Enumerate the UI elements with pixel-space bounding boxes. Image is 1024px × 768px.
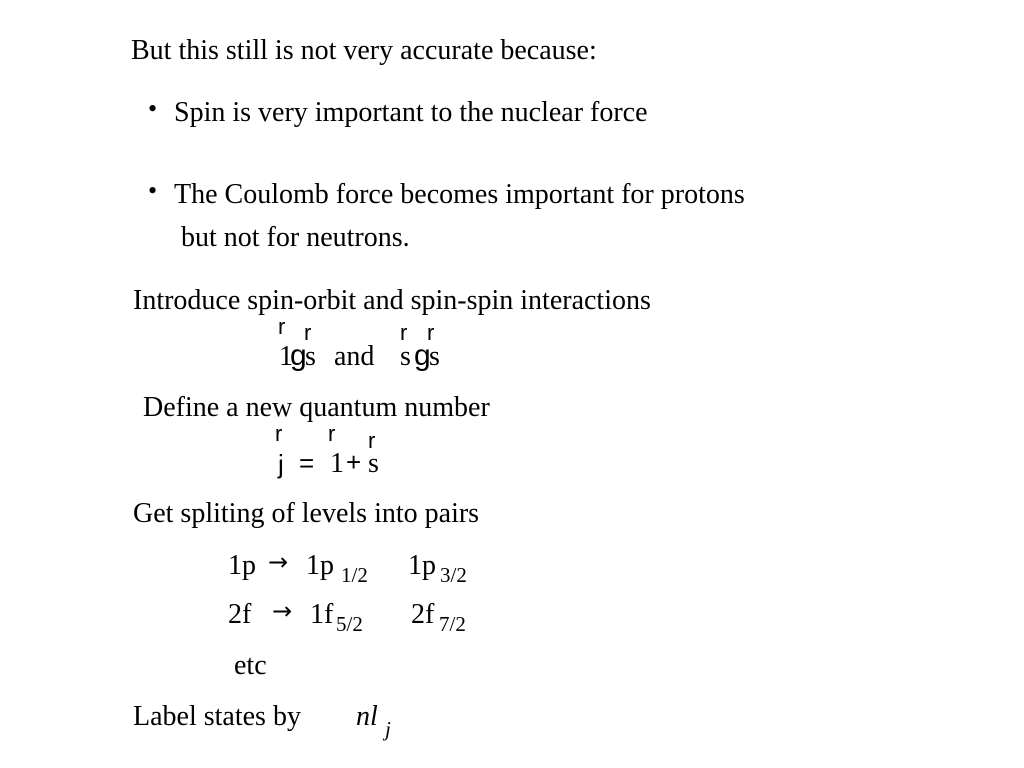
- split1-a: 1p: [306, 550, 334, 581]
- bullet-icon: •: [148, 94, 158, 123]
- vector-mark-icon: r: [427, 320, 435, 345]
- right-arrow-icon: →: [268, 548, 289, 576]
- dot-symbol: g: [290, 339, 307, 372]
- split2-b-sub: 7/2: [439, 612, 466, 636]
- bullet-1-text: Spin is very important to the nuclear force: [174, 97, 648, 128]
- dot-symbol: g: [414, 339, 431, 372]
- split1-b: 1p: [408, 550, 436, 581]
- eq1-l: 1: [279, 341, 293, 372]
- vector-mark-icon: r: [304, 320, 312, 345]
- etc-text: etc: [234, 650, 267, 681]
- eq1-s3: s: [429, 341, 440, 372]
- bullet-2-text-line-2: but not for neutrons.: [181, 222, 410, 253]
- vector-mark-icon: r: [400, 320, 408, 345]
- eq2-l: 1: [330, 448, 344, 479]
- splitting-text: Get spliting of levels into pairs: [133, 498, 480, 529]
- eq1-s1: s: [305, 341, 316, 372]
- split2-a-sub: 5/2: [336, 612, 363, 636]
- split2-a: 1f: [310, 599, 334, 630]
- vector-mark-icon: r: [368, 428, 376, 453]
- right-arrow-icon: →: [272, 597, 293, 625]
- eq2-j: j: [278, 449, 284, 479]
- eq2-s: s: [368, 448, 379, 479]
- label-states-text: Label states by: [133, 701, 301, 732]
- nlj-j: j: [385, 717, 391, 741]
- split2-b: 2f: [411, 599, 435, 630]
- eq2-plus: +: [346, 447, 362, 477]
- bullet-2-text-line-1: The Coulomb force becomes important for protons: [174, 179, 745, 210]
- vector-mark-icon: r: [278, 314, 286, 339]
- split1-b-sub: 3/2: [440, 563, 467, 587]
- vector-mark-icon: r: [328, 421, 336, 446]
- nlj-nl: nl: [356, 701, 378, 732]
- split1-lhs: 1p: [228, 550, 256, 581]
- vector-mark-icon: r: [275, 421, 283, 446]
- eq1-and: and: [334, 341, 375, 372]
- intro-text: But this still is not very accurate because:: [131, 35, 597, 66]
- split1-a-sub: 1/2: [341, 563, 368, 587]
- split2-lhs: 2f: [228, 599, 252, 630]
- bullet-icon: •: [148, 176, 158, 205]
- introduce-text: Introduce spin-orbit and spin-spin interactions: [133, 285, 651, 316]
- eq2-equals: =: [299, 448, 315, 478]
- eq1-s2: s: [400, 341, 411, 372]
- define-text: Define a new quantum number: [143, 392, 490, 423]
